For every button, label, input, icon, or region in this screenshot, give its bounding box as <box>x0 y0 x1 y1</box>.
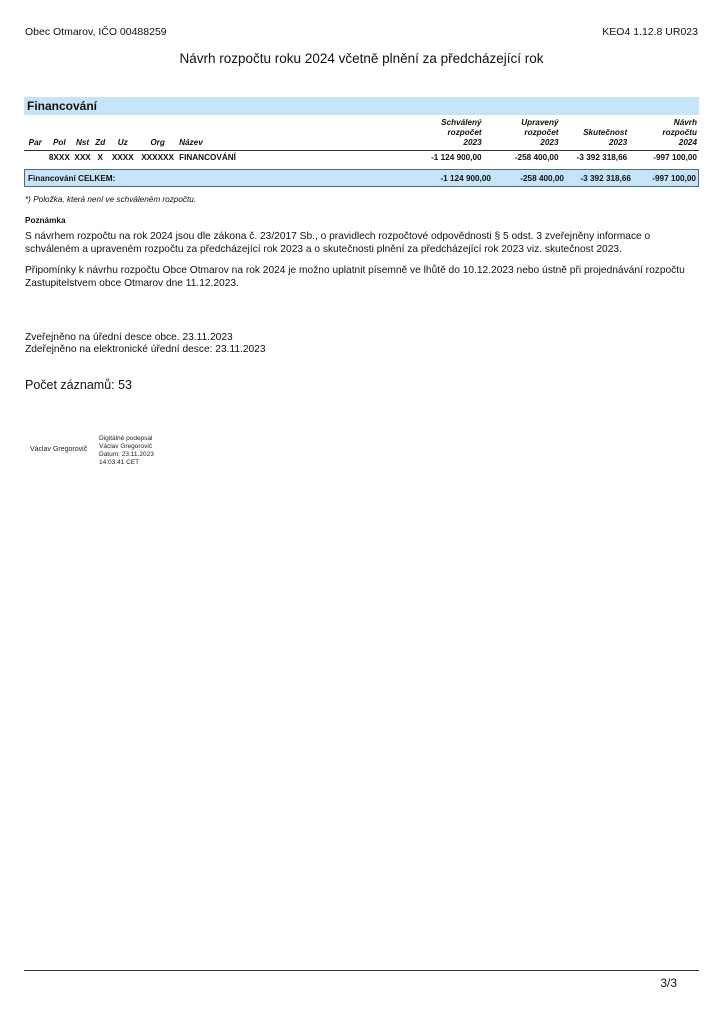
col-uz: Uz <box>117 138 128 147</box>
cell-nst: XXX <box>74 153 91 162</box>
note-paragraph-2: Připomínky k návrhu rozpočtu Obce Otmarov na rok 2024 je možno uplatnit písemně ve lhůtě do 10.12.2023 nebo ústně při projednávání rozpočtu Zastupitelstvem obce Otmarov dne 11.12.2023. <box>25 265 685 289</box>
budget-table <box>24 118 699 165</box>
note-heading: Poznámka <box>25 216 66 225</box>
cell-par <box>24 151 47 166</box>
section-heading: Financování <box>24 97 699 115</box>
total-schvaleny: -1 124 900,00 <box>440 174 491 183</box>
col-nazev: Název <box>179 138 203 147</box>
table-row <box>24 151 699 166</box>
page-title: Návrh rozpočtu roku 2024 včetně plnění za předcházející rok <box>179 51 544 66</box>
cell-org: XXXXXX <box>141 153 174 162</box>
col-schvaleny: Schválený rozpočet 2023 <box>441 118 482 147</box>
col-par: Par <box>28 138 42 147</box>
col-nst: Nst <box>75 138 90 147</box>
cell-upraveny: -258 400,00 <box>514 153 559 162</box>
col-navrh: Návrh rozpočtu 2024 <box>662 118 697 147</box>
col-pol: Pol <box>52 138 66 147</box>
cell-skutecnost: -3 392 318,66 <box>576 153 628 162</box>
total-navrh: -997 100,00 <box>652 174 696 183</box>
total-row <box>24 169 699 187</box>
municipality-header: Obec Otmarov, IČO 00488259 <box>25 26 167 38</box>
cell-navrh: -997 100,00 <box>653 153 697 162</box>
table-header-row <box>24 118 699 151</box>
cell-zd: X <box>97 153 103 162</box>
signature-details: Digitálně podepsal Václav Gregorovič Datum: 23.11.2023 14:03:41 CET <box>99 435 154 466</box>
cell-uz: XXXX <box>111 153 134 162</box>
total-skutecnost: -3 392 318,66 <box>580 174 631 183</box>
total-upraveny: -258 400,00 <box>520 174 564 183</box>
report-code: KEO4 1.12.8 UR023 <box>602 26 698 38</box>
col-zd: Zd <box>95 138 106 147</box>
signature-name: Václav Gregorovič <box>30 446 88 453</box>
publication-line-2: Zdeřejněno na elektronické úřední desce: 23.11.2023 <box>25 344 266 355</box>
cell-schvaleny: -1 124 900,00 <box>431 153 482 162</box>
col-upraveny: Upravený rozpočet 2023 <box>521 118 559 147</box>
col-skutecnost: Skutečnost 2023 <box>583 128 628 147</box>
col-org: Org <box>150 138 165 147</box>
total-label: Financování CELKEM: <box>28 174 116 183</box>
cell-pol: 8XXX <box>48 153 70 162</box>
record-count: Počet záznamů: 53 <box>25 378 133 392</box>
note-paragraph-1: S návrhem rozpočtu na rok 2024 jsou dle zákona č. 23/2017 Sb., o pravidlech rozpočtové odpovědnosti § 5 odst. 3 zveřejněny informace o schváleném a upraveném rozpočtu za předcházející rok 2023 a o skutečnosti plnění za předcházející rok 2023 viz. skutečnost 2023. <box>25 231 651 255</box>
footer-divider <box>24 970 699 971</box>
cell-nazev: FINANCOVÁNÍ <box>179 153 236 162</box>
page-number: 3/3 <box>660 976 677 990</box>
footnote: *) Položka, která není ve schváleném rozpočtu. <box>25 195 197 204</box>
publication-line-1: Zveřejněno na úřední desce obce. 23.11.2023 <box>25 332 233 343</box>
